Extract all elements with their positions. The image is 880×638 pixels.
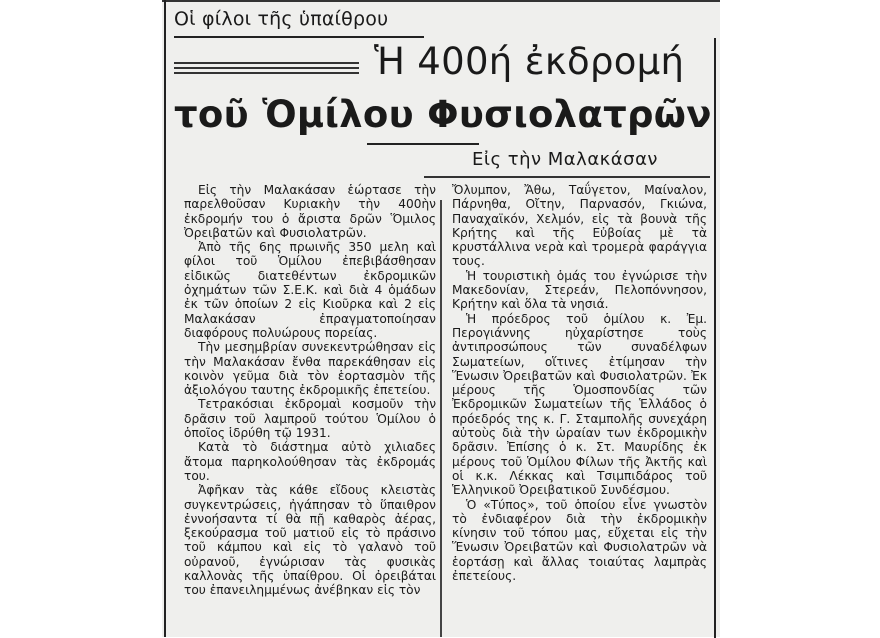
right-border-rule xyxy=(714,38,716,638)
paragraph: Τὴν μεσημβρίαν συνεκεντρώθησαν εἰς τὴν Μαλακάσαν ἔνθα παρεκάθησαν εἰς κοινὸν γεῦμα διὰ τὸν ἑορτασμὸν τῆς ἀξιολόγου ταυτης ἐκδρομικῆς ἐπετείου. xyxy=(184,340,436,398)
left-border-rule xyxy=(164,0,166,637)
paragraph: Εἰς τὴν Μαλακάσαν ἑώρτασε τὴν παρελθοῦσαν Κυριακὴν τὴν 400ὴν ἐκδρομήν του ὁ ἄριστα δρῶν Ὅμιλος Ὀρειβατῶν καὶ Φυσιολατρῶν. xyxy=(184,183,436,240)
paragraph: Ἡ τουριστικὴ ὁμάς του ἐγνώρισε τὴν Μακεδονίαν, Στερεάν, Πελοπόννησον, Κρήτην καὶ ὅλα τὰ νησιά. xyxy=(452,268,707,312)
subheading-underline xyxy=(424,176,710,178)
headline-line-2: τοῦ Ὁμίλου Φυσιολατρῶν xyxy=(174,93,712,136)
headline-divider xyxy=(367,143,479,145)
subheading: Εἰς τὴν Μαλακάσαν xyxy=(472,149,658,170)
newspaper-clipping xyxy=(162,0,720,637)
decorative-rules xyxy=(174,62,359,77)
left-column xyxy=(184,183,436,598)
paragraph: Ἀφῆκαν τὰς κάθε εἴδους κλειστὰς συγκεντρώσεις, ἠγάπησαν τὸ ὕπαιθρον ἐννοήσαντα τί θὰ πῇ καθαρὸς ἀέρας, ξεκούρασμα τοῦ ματιοῦ εἰς τὸ πράσινο τοῦ κάμπου καὶ εἰς τὸ γαλανὸ τοῦ οὐρανοῦ, ἐγνώρισαν τὰς φυσικὰς καλλονὰς τῆς ὑπαίθρου. Οἱ ὀρειβάται του ἐπανειλημμένως ἀνέβηκαν εἰς τὸν xyxy=(184,483,436,598)
paragraph: Τετρακόσιαι ἐκδρομαὶ κοσμοῦν τὴν δρᾶσιν τοῦ λαμπροῦ τούτου Ὁμίλου ὁ ὁποῖος ἱδρύθη τῷ 1931. xyxy=(184,397,436,441)
paragraph: Ὄλυμπον, Ἄθω, Ταΰγετον, Μαίναλον, Πάρνηθα, Οἴτην, Παρνασόν, Γκιώνα, Παναχαϊκόν, Χελμόν, εἰς τὰ βουνὰ τῆς Κρήτης καὶ τῆς Εὐβοίας μὲ τὰ κρυστάλλινα νερὰ καὶ τρομερὰ φαράγγια τους. xyxy=(452,183,707,269)
top-border-rule xyxy=(162,0,720,2)
kicker-heading: Οἱ φίλοι τῆς ὑπαίθρου xyxy=(174,8,389,30)
paragraph: Ἡ πρόεδρος τοῦ ὁμίλου κ. Ἐμ. Περογιάννης ηὐχαρίστησε τοὺς ἀντιπροσώπους τῶν συναδέλφων Σωματείων, οἵτινες ἐτίμησαν τὴν Ἕνωσιν Ὀρειβατῶν καὶ Φυσιολατρῶν. Ἐκ μέρους τῆς Ὁμοσπονδίας τῶν Ἐκδρομικῶν Σωματείων τῆς Ἑλλάδος ὁ πρόεδρός της κ. Γ. Σταμπολῆς συνεχάρη αὐτοὺς διὰ τὴν ὡραίαν των ἐκδρομικὴν δρᾶσιν. Ἐπίσης ὁ κ. Στ. Μαυρίδης ἐκ μέρους τοῦ Ὁμίλου Φίλων τῆς Ἀκτῆς καὶ οἱ κ.κ. Λέκκας καὶ Τσιμπιδάρος τοῦ Ἑλληνικοῦ Ὀρειβατικοῦ Συνδέσμου. xyxy=(452,311,707,498)
column-divider xyxy=(440,200,442,637)
headline-line-1: Ἡ 400ή ἐκδρομή xyxy=(374,40,685,83)
paragraph: Ἀπὸ τῆς 6ης πρωινῆς 350 μελη καὶ φίλοι τοῦ Ὁμίλου ἐπεβιβάσθησαν εἰδικῶς διατεθέντων ἐκδρομικῶν ὀχημάτων τῶν Σ.Ε.Κ. καὶ διὰ 4 ὁμάδων ἐκ τῶν ὁποίων 2 εἰς Κιοῦρκα καὶ 2 εἰς Μαλακάσαν ἐπραγματοποίησαν διαφόρους πολυώρους πορείας. xyxy=(184,240,436,340)
kicker-underline xyxy=(174,36,424,38)
paragraph: Κατὰ τὸ διάστημα αὐτὸ χιλιαδες ἄτομα παρηκολούθησαν τὰς ἐκδρομάς του. xyxy=(184,440,436,483)
paragraph: Ὁ «Τύπος», τοῦ ὁποίου εἶνε γνωστὸν τὸ ἐνδιαφέρον διὰ τὴν ἐκδρομικὴν κίνησιν τοῦ τόπου μας, εὔχεται εἰς τὴν Ἕνωσιν Ὀρειβατῶν καὶ Φυσιολατρῶν νὰ ἑορτάσῃ καὶ ἄλλας τοιαύτας λαμπρὰς ἐπετείους. xyxy=(452,497,707,584)
right-column xyxy=(452,183,707,583)
